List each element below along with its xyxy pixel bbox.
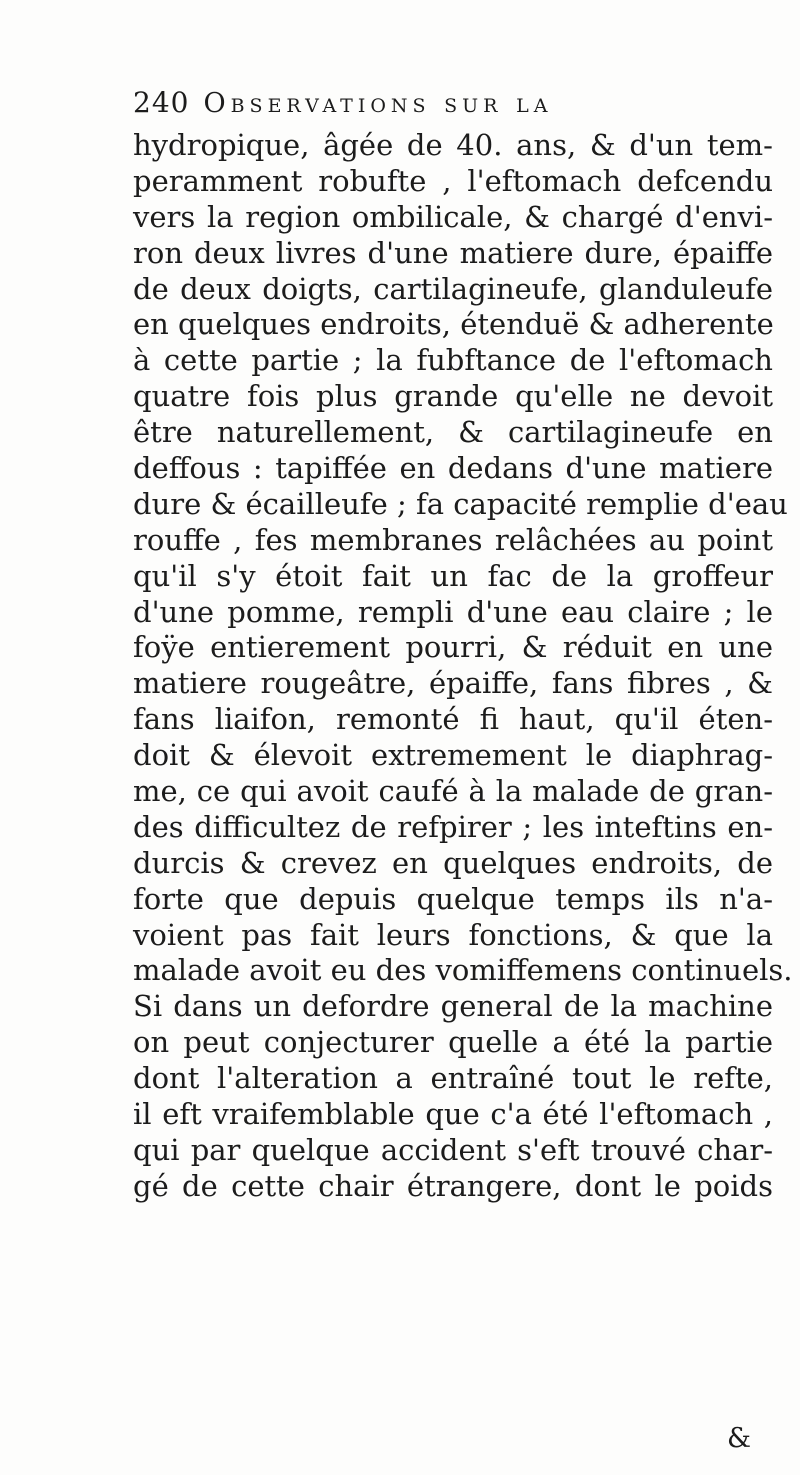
- page-header: [133, 86, 753, 126]
- text-line: il eft vraifemblable que c'a été l'eftomach ,: [133, 1097, 773, 1132]
- text-line: fans liaifon, remonté fi haut, qu'il éten-: [133, 702, 773, 737]
- text-line: ron deux livres d'une matiere dure, épaiffe: [133, 235, 773, 270]
- text-line: des difficultez de refpirer ; les inteftins en-: [133, 809, 773, 844]
- text-line: malade avoit eu des vomiffemens continuels.: [133, 953, 793, 988]
- text-line: durcis & crevez en quelques endroits, de: [133, 845, 773, 880]
- text-line: dont l'alteration a entraîné tout le refte,: [133, 1061, 773, 1096]
- text-line: peramment robufte , l'eftomach defcendu: [133, 163, 773, 198]
- page-number: 240: [133, 86, 190, 119]
- text-line: qu'il s'y étoit fait un fac de la groffeur: [133, 558, 773, 593]
- text-line: quatre fois plus grande qu'elle ne devoit: [133, 379, 773, 414]
- text-line: rouffe , fes membranes relâchées au point: [133, 522, 773, 557]
- text-line: dure & écailleufe ; fa capacité remplie d'eau: [133, 486, 788, 521]
- text-line: qui par quelque accident s'eft trouvé char-: [133, 1132, 773, 1167]
- text-line: on peut conjecturer quelle a été la partie: [133, 1025, 773, 1060]
- text-line: en quelques endroits, étenduë & adherente: [133, 307, 774, 342]
- text-line: gé de cette chair étrangere, dont le poids: [133, 1168, 773, 1203]
- text-line: forte que depuis quelque temps ils n'a-: [133, 881, 773, 916]
- text-line: d'une pomme, rempli d'une eau claire ; le: [133, 594, 773, 629]
- text-line: à cette partie ; la fubftance de l'eftomach: [133, 343, 773, 378]
- text-line: doit & élevoit extremement le diaphrag-: [133, 738, 773, 773]
- text-line: être naturellement, & cartilagineufe en: [133, 415, 773, 450]
- catchword: &: [727, 1423, 752, 1454]
- text-line: matiere rougeâtre, épaiffe, fans fibres , &: [133, 666, 773, 701]
- text-line: Si dans un defordre general de la machine: [133, 989, 773, 1024]
- running-head: Observations sur la: [203, 88, 553, 119]
- text-line: deffous : tapiffée en dedans d'une matiere: [133, 451, 773, 486]
- text-line: vers la region ombilicale, & chargé d'envi-: [133, 199, 773, 234]
- text-line: hydropique, âgée de 40. ans, & d'un tem-: [133, 128, 773, 162]
- text-line: me, ce qui avoit caufé à la malade de gran-: [133, 774, 773, 809]
- text-line: de deux doigts, cartilagineufe, glanduleufe: [133, 271, 773, 306]
- body-text: [133, 128, 793, 1205]
- text-line: voient pas fait leurs fonctions, & que la: [133, 917, 773, 952]
- text-line: foÿe entierement pourri, & réduit en une: [133, 630, 773, 665]
